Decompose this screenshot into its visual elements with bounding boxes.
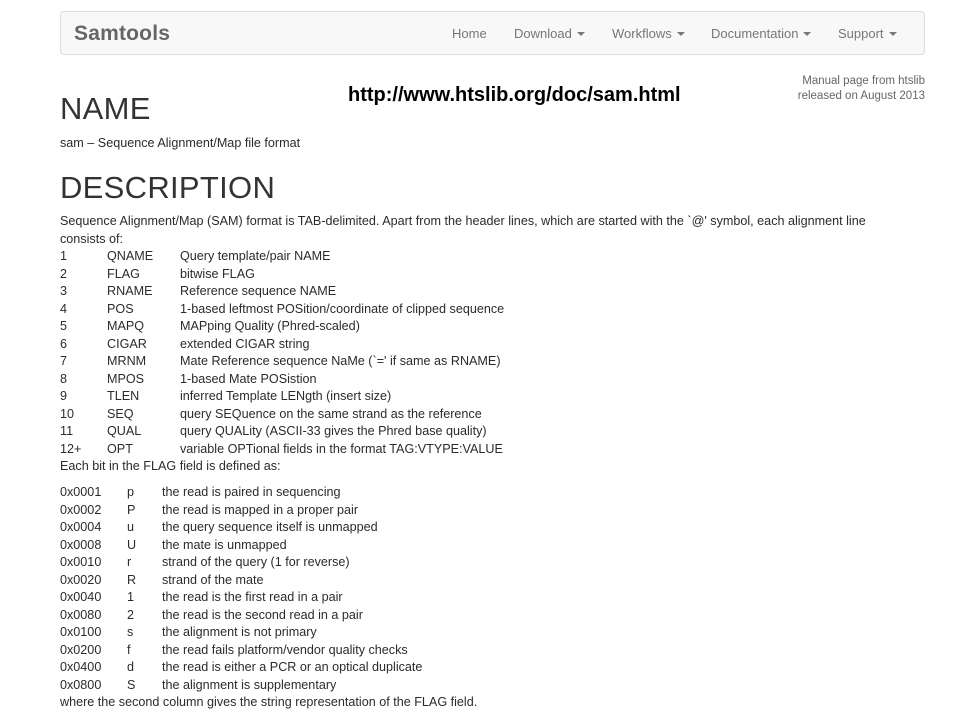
manual-note-line2: released on August 2013 — [797, 90, 925, 102]
column-description: 1-based leftmost POSition/coordinate of clipped sequence — [180, 301, 505, 316]
nav-home-label: Home — [452, 26, 487, 41]
column-number: 3 — [60, 284, 68, 298]
flag-description: the alignment is supplementary — [162, 677, 337, 692]
flag-hex: 0x0200 — [60, 642, 102, 657]
column-description: MAPping Quality (Phred-scaled) — [180, 319, 360, 333]
chevron-down-icon — [577, 32, 585, 36]
flag-description: strand of the mate — [162, 572, 264, 587]
flag-char: S — [127, 677, 136, 692]
flag-hex: 0x0010 — [60, 555, 102, 569]
flag-hex: 0x0040 — [60, 590, 102, 604]
flag-hex: 0x0100 — [60, 625, 102, 639]
flag-description: the read is the first read in a pair — [162, 590, 343, 604]
flag-hex: 0x0800 — [60, 677, 102, 692]
column-field: MRNM — [107, 354, 147, 368]
column-description: 1-based Mate POSistion — [180, 371, 317, 386]
chevron-down-icon — [803, 32, 811, 36]
column-description: Reference sequence NAME — [180, 284, 337, 298]
flag-description: the read is the second read in a pair — [162, 607, 363, 622]
column-number: 6 — [60, 336, 68, 351]
column-number: 7 — [60, 354, 68, 368]
manual-note-line1: Manual page from htslib — [802, 75, 925, 87]
nav-download-label: Download — [514, 26, 572, 41]
column-description: bitwise FLAG — [180, 266, 255, 281]
column-description: extended CIGAR string — [180, 336, 310, 351]
flag-char: r — [127, 555, 132, 569]
name-heading: NAME — [60, 91, 151, 126]
flag-char: R — [127, 572, 137, 587]
column-field: QUAL — [107, 424, 142, 438]
flag-intro: Each bit in the FLAG field is defined as: — [60, 459, 281, 473]
flag-hex: 0x0020 — [60, 572, 102, 587]
flag-hex: 0x0002 — [60, 502, 102, 517]
flag-hex: 0x0008 — [60, 537, 102, 552]
column-description: query QUALity (ASCII-33 gives the Phred base quality) — [180, 424, 487, 438]
flag-hex: 0x0001 — [60, 485, 102, 499]
flag-char: U — [127, 537, 137, 552]
column-field: QNAME — [107, 249, 154, 263]
flag-description: the read is mapped in a proper pair — [162, 502, 359, 517]
column-number: 8 — [60, 371, 68, 386]
column-description: query SEQuence on the same strand as the reference — [180, 406, 482, 421]
column-number: 9 — [60, 389, 68, 403]
description-intro-line1: Sequence Alignment/Map (SAM) format is TAB-delimited. Apart from the header lines, which are started with the `@' symbol, each alignment line — [60, 214, 866, 228]
flag-char: P — [127, 502, 136, 517]
column-field: FLAG — [107, 266, 140, 281]
top-navbar — [60, 11, 925, 55]
column-number: 11 — [60, 424, 74, 438]
flag-description: the read fails platform/vendor quality checks — [162, 642, 408, 657]
column-field: POS — [107, 301, 134, 316]
nav-documentation[interactable] — [711, 26, 811, 41]
description-intro-line2: consists of: — [60, 232, 123, 246]
column-number: 10 — [60, 406, 75, 421]
nav-workflows-label: Workflows — [612, 26, 672, 41]
column-field: TLEN — [107, 389, 140, 403]
flag-char: 1 — [127, 590, 135, 604]
chevron-down-icon — [677, 32, 685, 36]
flag-description: the read is paired in sequencing — [162, 485, 341, 499]
column-number: 4 — [60, 301, 68, 316]
flag-description: the alignment is not primary — [162, 625, 317, 639]
column-field: MPOS — [107, 371, 145, 386]
flag-char: u — [127, 520, 135, 534]
column-description: inferred Template LENgth (insert size) — [180, 389, 392, 403]
column-number: 1 — [60, 249, 68, 263]
flag-description: the read is either a PCR or an optical duplicate — [162, 660, 423, 674]
column-description: Mate Reference sequence NaMe (`=' if same as RNAME) — [180, 354, 501, 368]
nav-support[interactable] — [838, 26, 897, 41]
column-field: SEQ — [107, 406, 134, 421]
flag-description: strand of the query (1 for reverse) — [162, 555, 350, 569]
flag-char: p — [127, 485, 135, 499]
column-number: 12+ — [60, 441, 82, 456]
nav-home[interactable] — [452, 26, 487, 41]
column-field: RNAME — [107, 284, 153, 298]
nav-documentation-label: Documentation — [711, 26, 799, 41]
flag-char: 2 — [127, 607, 135, 622]
name-text: sam – Sequence Alignment/Map file format — [60, 136, 301, 150]
url-annotation: http://www.htslib.org/doc/sam.html — [348, 84, 681, 106]
description-heading: DESCRIPTION — [60, 170, 276, 205]
flag-hex: 0x0080 — [60, 607, 102, 622]
column-number: 5 — [60, 319, 68, 333]
column-field: MAPQ — [107, 319, 145, 333]
column-description: Query template/pair NAME — [180, 249, 331, 263]
chevron-down-icon — [889, 32, 897, 36]
column-number: 2 — [60, 266, 68, 281]
column-field: OPT — [107, 441, 133, 456]
nav-support-label: Support — [838, 26, 884, 41]
nav-workflows[interactable] — [612, 26, 685, 41]
column-description: variable OPTional fields in the format TAG:VTYPE:VALUE — [180, 441, 503, 456]
flag-description: the mate is unmapped — [162, 537, 287, 552]
flag-hex: 0x0400 — [60, 660, 102, 674]
flag-char: s — [127, 625, 134, 639]
flag-char: f — [127, 642, 131, 657]
flag-footer-note: where the second column gives the string representation of the FLAG field. — [60, 695, 478, 709]
flag-char: d — [127, 660, 135, 674]
flag-description: the query sequence itself is unmapped — [162, 520, 378, 534]
brand-link[interactable]: Samtools — [74, 22, 171, 45]
column-field: CIGAR — [107, 336, 147, 351]
nav-download[interactable] — [514, 26, 585, 41]
flag-hex: 0x0004 — [60, 520, 102, 534]
manual-page-note — [798, 74, 925, 104]
